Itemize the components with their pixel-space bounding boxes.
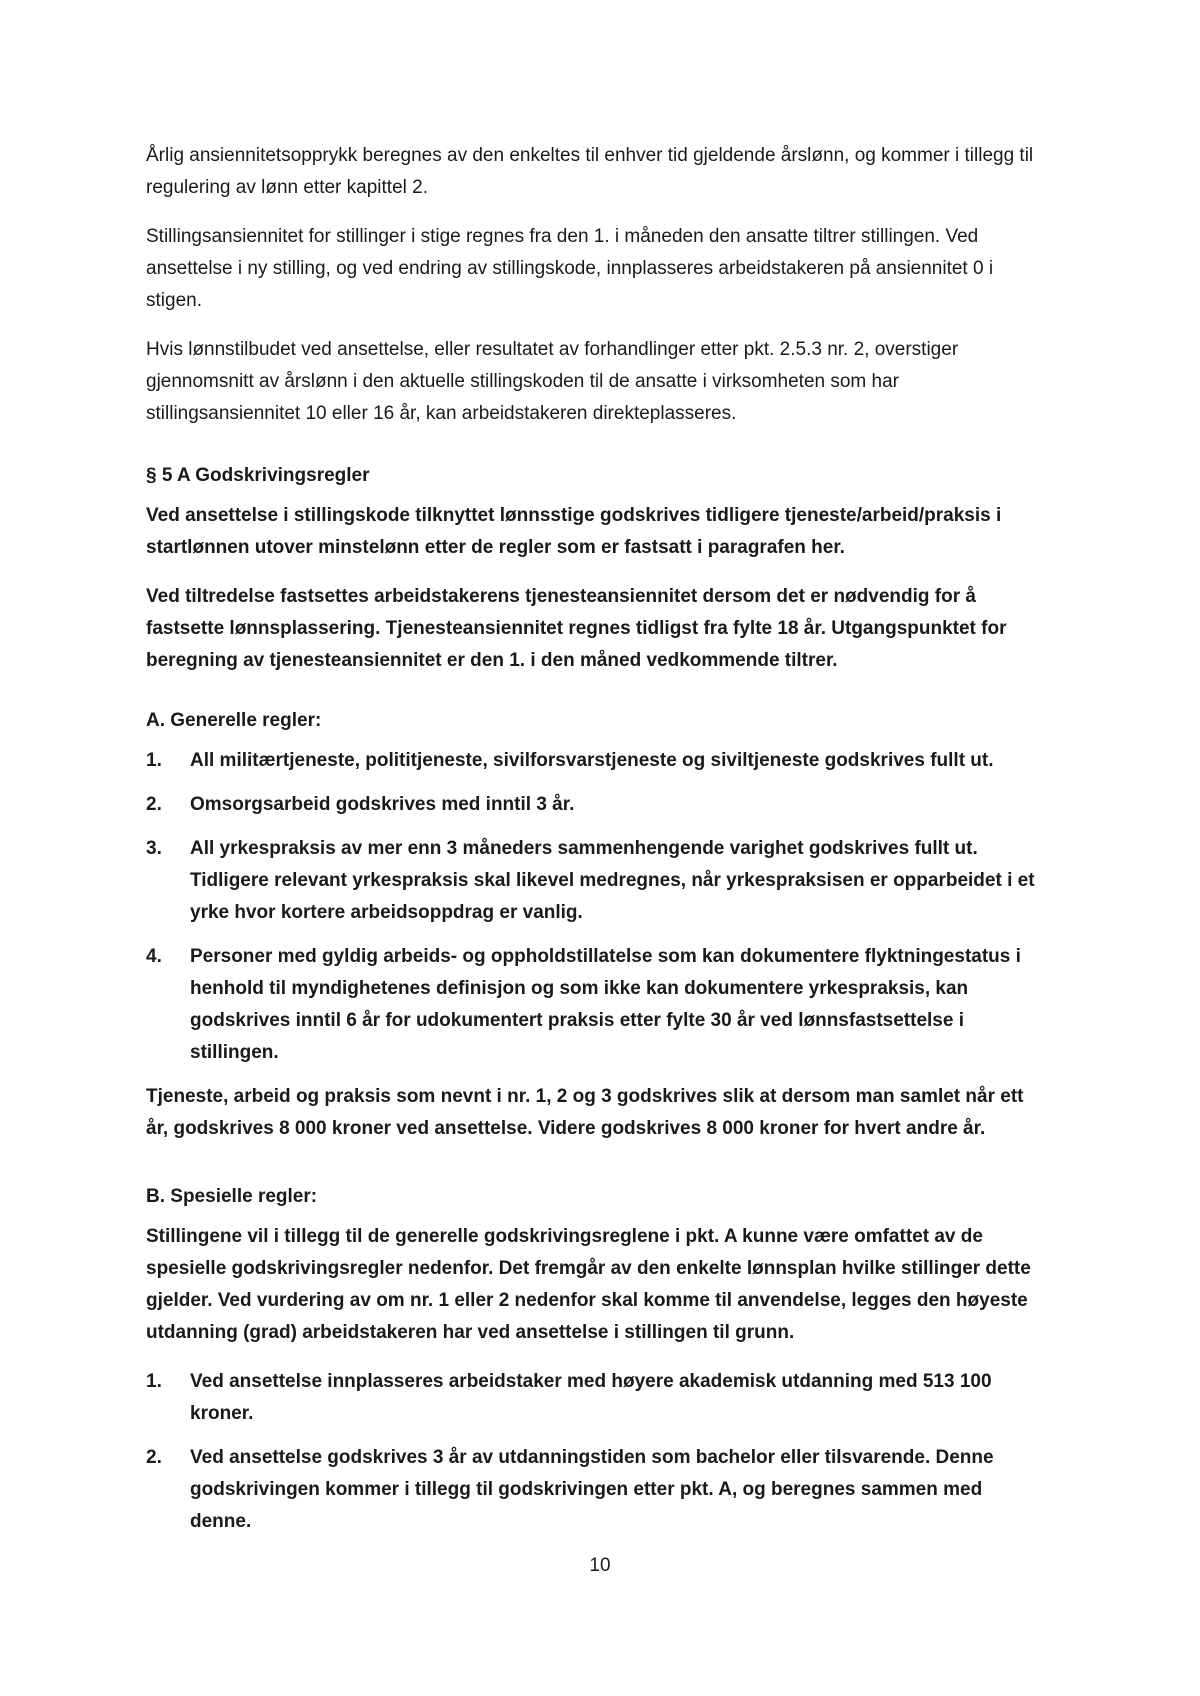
general-rules-closing: Tjeneste, arbeid og praksis som nevnt i nr. 1, 2 og 3 godskrives slik at dersom man samlet når ett år, godskrives 8 000 kroner ved ansettelse. Videre godskrives 8 000 kroner for hvert andre år.	[146, 1086, 1024, 1139]
list-item	[146, 833, 1046, 929]
paragraph-salary-offer: Hvis lønnstilbudet ved ansettelse, eller resultatet av forhandlinger etter pkt. 2.5.3 nr. 2, overstiger gjennomsnitt av årslønn i den aktuelle stillingskoden til de ansatte i virksomheten som har stillingsansiennitet 10 eller 16 år, kan arbeidstakeren direkteplasseres.	[146, 339, 959, 424]
list-item-text: Personer med gyldig arbeids- og oppholdstillatelse som kan dokumentere flyktningestatus i henhold til myndighetenes definisjon og som ikke kan dokumentere yrkespraksis, kan godskrives inntil 6 år for udokumentert praksis etter fylte 30 år ved lønnsfastsettelse i stillingen.	[190, 946, 1021, 1063]
list-item-text: Ved ansettelse innplasseres arbeidstaker med høyere akademisk utdanning med 513 100 kroner.	[190, 1371, 992, 1424]
paragraph-position-seniority: Stillingsansiennitet for stillinger i stige regnes fra den 1. i måneden den ansatte tiltrer stillingen. Ved ansettelse i ny stilling, og ved endring av stillingskode, innplasseres arbeidstakeren på ansiennitet 0 i stigen.	[146, 226, 994, 311]
document-page	[146, 140, 1046, 1550]
list-item-text: Omsorgsarbeid godskrives med inntil 3 år.	[190, 794, 575, 815]
section-5a-paragraph: Ved tiltredelse fastsettes arbeidstakerens tjenesteansiennitet dersom det er nødvendig for å fastsette lønnsplassering. Tjenesteansiennitet regnes tidligst fra fylte 18 år. Utgangspunktet for beregning av tjenesteansiennitet er den 1. i den måned vedkommende tiltrer.	[146, 586, 1007, 671]
special-rules-title: B. Spesielle regler:	[146, 1186, 318, 1207]
section-5a-paragraph: Ved ansettelse i stillingskode tilknyttet lønnsstige godskrives tidligere tjeneste/arbeid/praksis i startlønnen utover minstelønn etter de regler som er fastsatt i paragrafen her.	[146, 505, 1002, 558]
list-item	[146, 1442, 1046, 1538]
list-item-number: 2.	[146, 1447, 162, 1468]
section-5a-title: § 5 A Godskrivingsregler	[146, 465, 370, 486]
list-item-text: Ved ansettelse godskrives 3 år av utdanningstiden som bachelor eller tilsvarende. Denne godskrivingen kommer i tillegg til godskrivingen etter pkt. A, og beregnes sammen med denne.	[190, 1447, 994, 1532]
list-item-number: 1.	[146, 1371, 162, 1392]
list-item	[146, 745, 1046, 777]
special-rules-list	[146, 1366, 1046, 1538]
page-number: 10	[589, 1555, 611, 1576]
list-item-text: All militærtjeneste, polititjeneste, sivilforsvarstjeneste og siviltjeneste godskrives fullt ut.	[190, 750, 994, 771]
paragraph-annual-seniority: Årlig ansiennitetsopprykk beregnes av den enkeltes til enhver tid gjeldende årslønn, og kommer i tillegg til regulering av lønn etter kapittel 2.	[146, 145, 1034, 198]
general-rules-title: A. Generelle regler:	[146, 710, 322, 731]
list-item	[146, 789, 1046, 821]
list-item-number: 3.	[146, 838, 162, 859]
list-item-number: 4.	[146, 946, 162, 967]
list-item	[146, 941, 1046, 1069]
list-item-number: 1.	[146, 750, 162, 771]
special-rules-intro: Stillingene vil i tillegg til de generelle godskrivingsreglene i pkt. A kunne være omfattet av de spesielle godskrivingsregler nedenfor. Det fremgår av den enkelte lønnsplan hvilke stillinger dette gjelder. Ved vurdering av om nr. 1 eller 2 nedenfor skal komme til anvendelse, legges den høyeste utdanning (grad) arbeidstakeren har ved ansettelse i stillingen til grunn.	[146, 1226, 1031, 1343]
general-rules-list	[146, 745, 1046, 1069]
list-item	[146, 1366, 1046, 1430]
list-item-text: All yrkespraksis av mer enn 3 måneders sammenhengende varighet godskrives fullt ut. Tidligere relevant yrkespraksis skal likevel medregnes, når yrkespraksisen er opparbeidet i et yrke hvor kortere arbeidsoppdrag er vanlig.	[190, 838, 1035, 923]
list-item-number: 2.	[146, 794, 162, 815]
